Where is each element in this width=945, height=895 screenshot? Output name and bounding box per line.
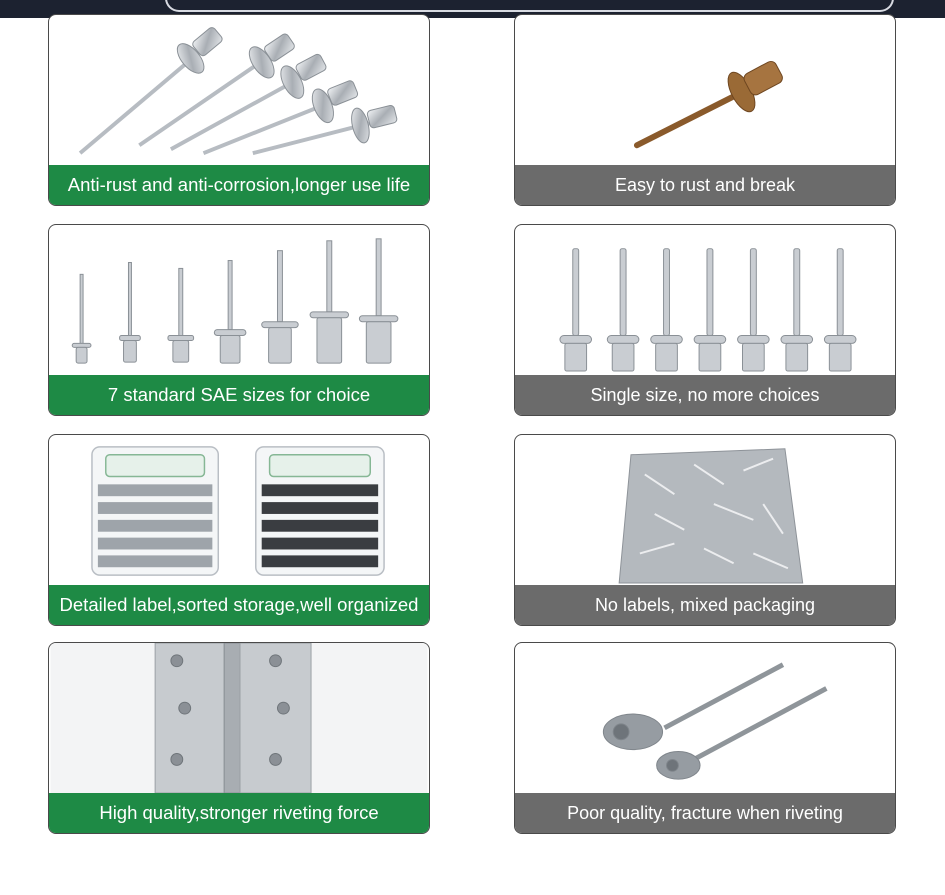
comparison-card-good-4 (48, 642, 430, 834)
comparison-card-good-1 (48, 14, 430, 206)
seven-size-rivets-image (49, 225, 429, 375)
comparison-card-bad-3 (514, 434, 896, 626)
five-silver-rivets-image (49, 15, 429, 165)
sorted-storage-boxes-image (49, 435, 429, 585)
card-caption: High quality,stronger riveting force (49, 793, 429, 833)
card-caption: Anti-rust and anti-corrosion,longer use life (49, 165, 429, 205)
card-caption: No labels, mixed packaging (515, 585, 895, 625)
card-caption: Easy to rust and break (515, 165, 895, 205)
riveted-hinge-image (49, 643, 429, 793)
card-caption: Single size, no more choices (515, 375, 895, 415)
fractured-rivets-image (515, 643, 895, 793)
comparison-card-bad-1 (514, 14, 896, 206)
card-caption: 7 standard SAE sizes for choice (49, 375, 429, 415)
comparison-card-bad-4 (514, 642, 896, 834)
rusty-rivet-image (515, 15, 895, 165)
comparison-card-good-3 (48, 434, 430, 626)
comparison-card-bad-2 (514, 224, 896, 416)
card-caption: Poor quality, fracture when riveting (515, 793, 895, 833)
single-size-rivets-image (515, 225, 895, 375)
card-caption: Detailed label,sorted storage,well organized (49, 585, 429, 625)
bulk-rivet-bag-image (515, 435, 895, 585)
comparison-card-good-2 (48, 224, 430, 416)
top-pill (165, 0, 894, 12)
